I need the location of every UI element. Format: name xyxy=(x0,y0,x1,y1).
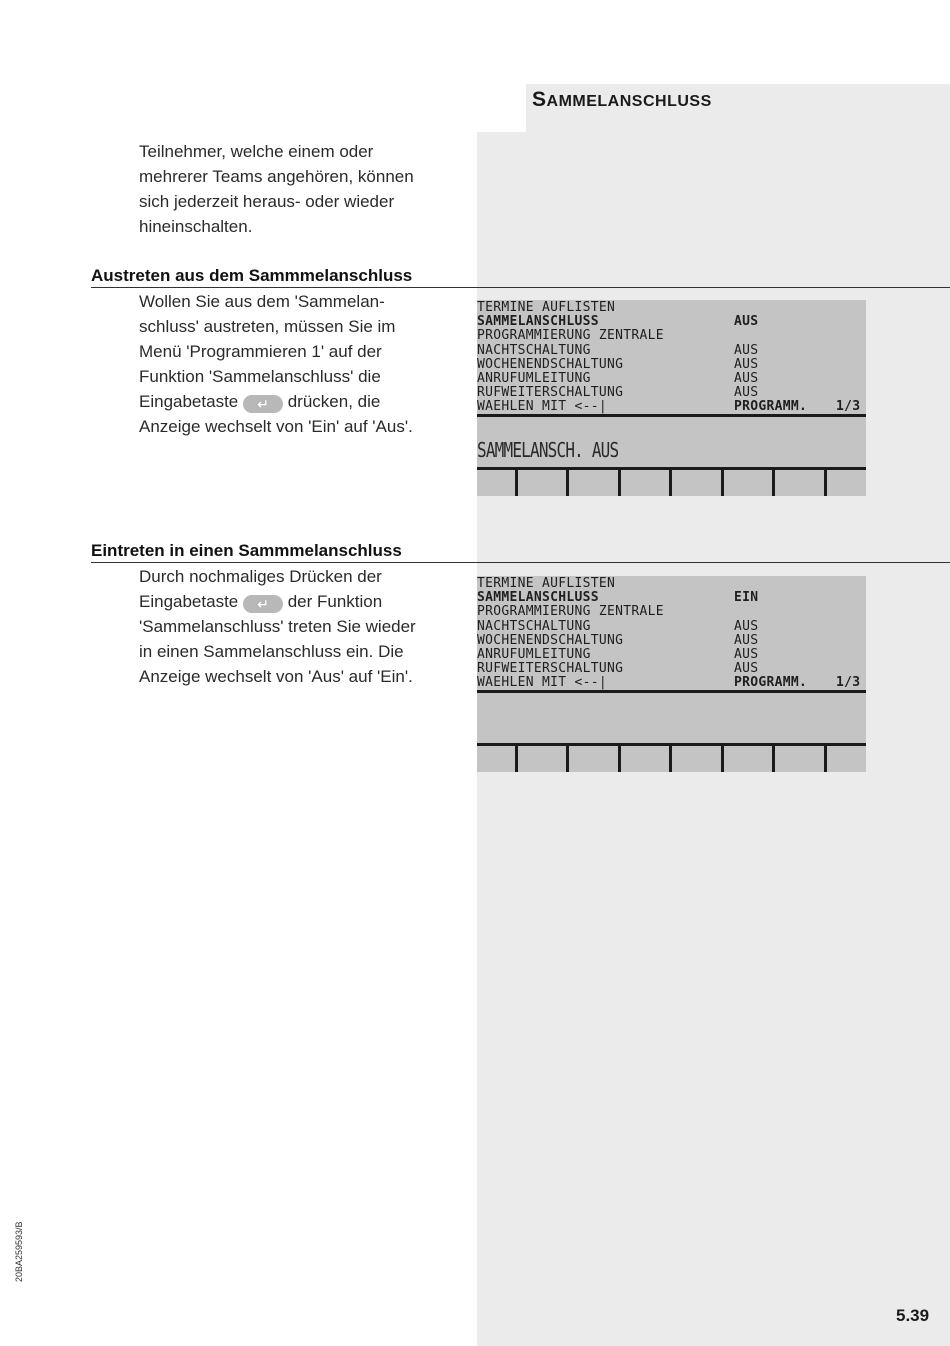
display-row: RUFWEITERSCHALTUNG AUS xyxy=(477,385,759,401)
intro-paragraph xyxy=(139,139,469,239)
text-line: Wollen Sie aus dem 'Sammelan- xyxy=(139,292,385,311)
display-softkeys xyxy=(477,470,866,496)
display-row: PROGRAMMIERUNG ZENTRALE xyxy=(477,604,664,620)
display-row: WOCHENENDSCHALTUNG AUS xyxy=(477,632,759,648)
softkey-divider xyxy=(721,470,724,496)
text-line: schluss' austreten, müssen Sie im xyxy=(139,317,396,336)
display-row: SAMMELANSCHLUSS EIN xyxy=(477,590,759,606)
text-line: sich jederzeit heraus- oder wieder xyxy=(139,192,395,211)
text-line: in einen Sammelanschluss ein. Die xyxy=(139,642,404,661)
display-aus xyxy=(477,300,866,496)
display-ein xyxy=(477,576,866,772)
display-row: WAEHLEN MIT <--| PROGRAMM. 1/3 xyxy=(477,399,861,415)
display-row: WOCHENENDSCHALTUNG AUS xyxy=(477,356,759,372)
softkey-divider xyxy=(772,470,775,496)
display-row: PROGRAMMIERUNG ZENTRALE xyxy=(477,328,664,344)
display-row: ANRUFUMLEITUNG AUS xyxy=(477,646,759,662)
display-row: RUFWEITERSCHALTUNG AUS xyxy=(477,661,759,677)
display-row: SAMMELANSCHLUSS AUS xyxy=(477,314,759,330)
text-line: 'Sammelanschluss' treten Sie wieder xyxy=(139,617,416,636)
display-divider xyxy=(477,690,866,693)
text-line: Anzeige wechselt von 'Aus' auf 'Ein'. xyxy=(139,667,413,686)
display-menu xyxy=(477,577,866,691)
display-row: WAEHLEN MIT <--| PROGRAMM. 1/3 xyxy=(477,675,861,691)
softkey-divider xyxy=(669,470,672,496)
display-divider xyxy=(477,414,866,417)
text-line: mehrerer Teams angehören, können xyxy=(139,167,414,186)
softkey-divider xyxy=(618,746,621,772)
display-status-text: SAMMELANSCH. AUS xyxy=(477,438,619,462)
softkey-divider xyxy=(566,746,569,772)
page-title: SAMMELANSCHLUSS xyxy=(532,88,712,111)
section-heading-austreten: Austreten aus dem Sammmelanschluss xyxy=(91,266,413,285)
document-code: 20BA259593/B xyxy=(14,1221,24,1282)
display-softkeys xyxy=(477,746,866,772)
text-line: Funktion 'Sammelanschluss' die xyxy=(139,367,381,386)
section-rule xyxy=(91,562,950,563)
section1-paragraph xyxy=(139,289,469,439)
display-row: NACHTSCHALTUNG AUS xyxy=(477,342,759,358)
softkey-divider xyxy=(669,746,672,772)
softkey-divider xyxy=(721,746,724,772)
text-line: hineinschalten. xyxy=(139,217,253,236)
softkey-divider xyxy=(515,470,518,496)
display-row: TERMINE AUFLISTEN xyxy=(477,576,616,591)
return-arrow-icon: ↵ xyxy=(243,595,283,613)
text-line: Eingabetaste ↵ der Funktion xyxy=(139,592,383,612)
softkey-divider xyxy=(515,746,518,772)
display-menu xyxy=(477,301,866,415)
display-row: NACHTSCHALTUNG AUS xyxy=(477,618,759,634)
text-line: Anzeige wechselt von 'Ein' auf 'Aus'. xyxy=(139,417,413,436)
section2-paragraph xyxy=(139,564,469,689)
display-row: TERMINE AUFLISTEN xyxy=(477,300,616,315)
display-row: ANRUFUMLEITUNG AUS xyxy=(477,370,759,386)
softkey-divider xyxy=(824,470,827,496)
softkey-divider xyxy=(772,746,775,772)
softkey-divider xyxy=(566,470,569,496)
softkey-divider xyxy=(824,746,827,772)
text-line: Eingabetaste ↵ drücken, die xyxy=(139,392,381,412)
return-arrow-icon: ↵ xyxy=(243,395,283,413)
text-line: Menü 'Programmieren 1' auf der xyxy=(139,342,382,361)
page-number: 5.39 xyxy=(896,1306,930,1325)
text-line: Durch nochmaliges Drücken der xyxy=(139,567,382,586)
softkey-divider xyxy=(618,470,621,496)
section-heading-eintreten: Eintreten in einen Sammmelanschluss xyxy=(91,541,402,560)
text-line: Teilnehmer, welche einem oder xyxy=(139,142,374,161)
section-rule xyxy=(91,287,950,288)
